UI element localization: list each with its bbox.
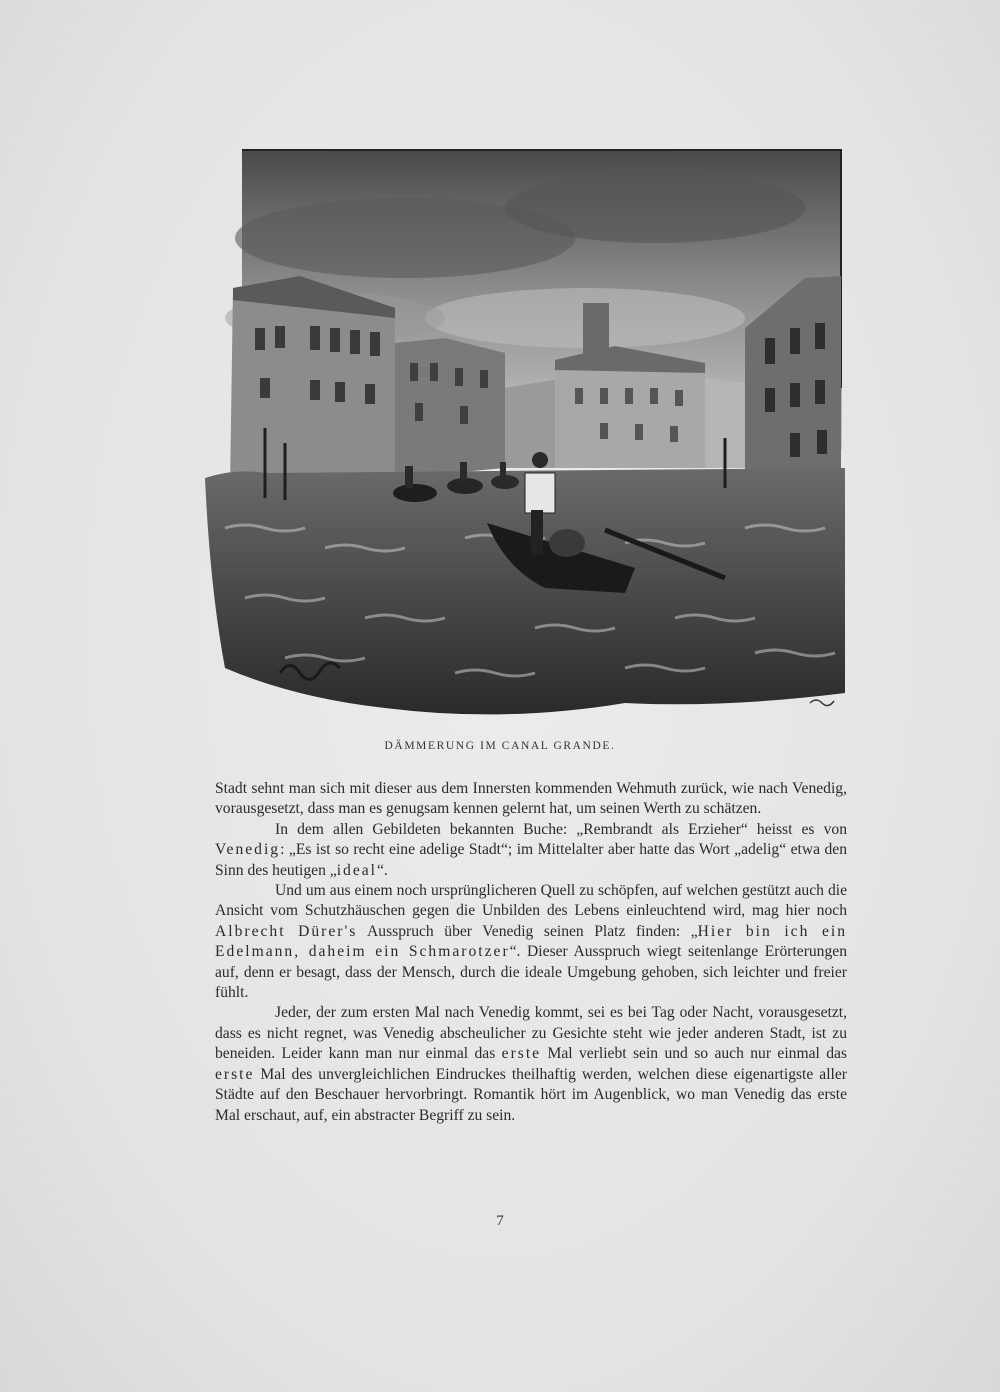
emphasis-ideal: ideal bbox=[336, 861, 378, 879]
paragraph-4 bbox=[215, 1003, 847, 1125]
emphasis-erste: erste bbox=[501, 1045, 542, 1063]
paragraph-2-text: “. bbox=[377, 861, 388, 879]
paragraph-4-text: Mal des unvergleichlichen Eindruckes theilhaftig werden, welchen diese eigenartigste aller Städte auf den Beschauer hervorbringt. Romantik hört im Augenblick, wo man Venedig das erste Mal erschaut, auf, ein abstracter Begriff zu sein. bbox=[215, 1065, 847, 1124]
article-body bbox=[215, 779, 847, 1126]
paragraph-3-text: Und um aus einem noch ursprünglicheren Quell zu schöpfen, auf welchen gestützt auch die Ansicht vom Schutzhäuschen gegen die Unbilden des Lebens einleuchtend wird, mag hier noch bbox=[215, 882, 847, 920]
paragraph-3-text: Ausspruch über Venedig seinen Platz finden: „ bbox=[357, 922, 698, 940]
emphasis-duerer: Albrecht Dürer's bbox=[215, 922, 358, 940]
paragraph-3 bbox=[215, 881, 847, 1003]
engraving-picture bbox=[205, 148, 845, 723]
paragraph-4-text: Mal verliebt sein und so auch nur einmal das bbox=[541, 1045, 848, 1063]
emphasis-erste: erste bbox=[215, 1065, 255, 1083]
paragraph-1: Stadt sehnt man sich mit dieser aus dem Innersten kommenden Wehmuth zurück, wie nach Venedig, vorausgesetzt, dass man es genugsam kennen gelernt hat, um seinen Werth zu schätzen. bbox=[215, 780, 847, 818]
paragraph-2-text: In dem allen Gebildeten bekannten Buche: „Rembrandt als Erzieher“ heisst es von bbox=[275, 820, 847, 838]
paragraph-3-text: “. Dieser Ausspruch wiegt seitenlange Erörterungen auf, denn er besagt, dass der Mensch, durch die ideale Umgebung gehoben, sich leichter und freier fühlt. bbox=[215, 943, 847, 1002]
paragraph-2 bbox=[215, 820, 847, 881]
paragraph-4-text: Jeder, der zum ersten Mal nach Venedig kommt, sei es bei Tag oder Nacht, vorausgesetzt, dass es nicht regnet, was Venedig abscheulicher zu Gesichte steht wie jeder anderen Stadt, ist zu beneiden. Leider kann man nur einmal das bbox=[215, 1004, 847, 1063]
emphasis-venedig: Venedig bbox=[215, 841, 281, 859]
illustration-caption: DÄMMERUNG IM CANAL GRANDE. bbox=[384, 740, 616, 752]
paragraph-2-text: : „Es ist so recht eine adelige Stadt“; im Mittelalter aber hatte das Wort „adelig“ etwa den Sinn des heutigen „ bbox=[215, 841, 847, 879]
page-number: 7 bbox=[496, 1213, 504, 1229]
emphasis-quote: Hier bin ich ein Edelmann, daheim ein Schmarotzer bbox=[215, 922, 847, 961]
canal-grande-illustration bbox=[205, 148, 845, 723]
